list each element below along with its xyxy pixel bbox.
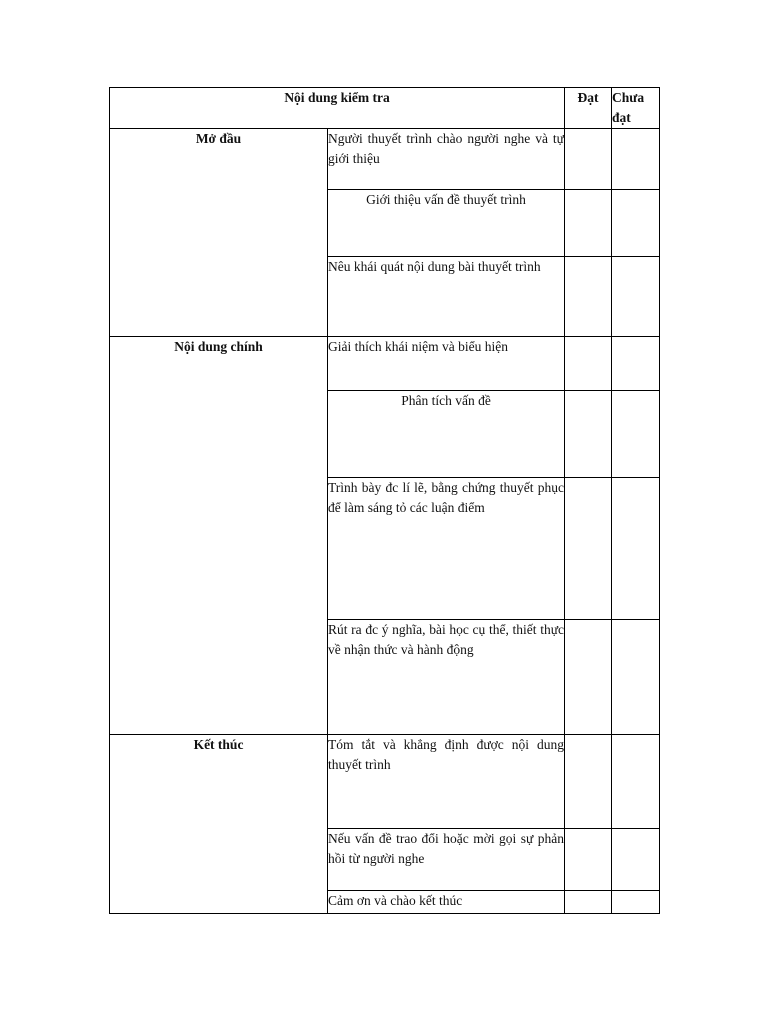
table-header-row xyxy=(110,88,660,129)
criterion-item: Phân tích vấn đề xyxy=(328,391,565,478)
section-title-opening: Mở đầu xyxy=(110,129,328,337)
fail-cell[interactable] xyxy=(612,891,660,914)
pass-cell[interactable] xyxy=(565,478,612,620)
pass-cell[interactable] xyxy=(565,829,612,891)
fail-cell[interactable] xyxy=(612,190,660,257)
pass-cell[interactable] xyxy=(565,735,612,829)
fail-cell[interactable] xyxy=(612,735,660,829)
header-pass: Đạt xyxy=(565,88,612,129)
pass-cell[interactable] xyxy=(565,337,612,391)
table-row xyxy=(110,337,660,391)
table-row xyxy=(110,735,660,829)
criterion-item: Nêu khái quát nội dung bài thuyết trình xyxy=(328,257,565,337)
criterion-item: Tóm tắt và khẳng định được nội dung thuyết trình xyxy=(328,735,565,829)
header-fail: Chưa đạt xyxy=(612,88,660,129)
fail-cell[interactable] xyxy=(612,478,660,620)
fail-cell[interactable] xyxy=(612,829,660,891)
pass-cell[interactable] xyxy=(565,190,612,257)
criterion-item: Cảm ơn và chào kết thúc xyxy=(328,891,565,914)
pass-cell[interactable] xyxy=(565,129,612,190)
criterion-item: Giải thích khái niệm và biểu hiện xyxy=(328,337,565,391)
fail-cell[interactable] xyxy=(612,129,660,190)
fail-cell[interactable] xyxy=(612,257,660,337)
pass-cell[interactable] xyxy=(565,620,612,735)
pass-cell[interactable] xyxy=(565,391,612,478)
fail-cell[interactable] xyxy=(612,337,660,391)
fail-cell[interactable] xyxy=(612,391,660,478)
section-title-closing: Kết thúc xyxy=(110,735,328,914)
fail-cell[interactable] xyxy=(612,620,660,735)
criterion-item: Người thuyết trình chào người nghe và tự giới thiệu xyxy=(328,129,565,190)
header-content: Nội dung kiểm tra xyxy=(110,88,565,129)
section-title-main: Nội dung chính xyxy=(110,337,328,735)
criterion-item: Rút ra đc ý nghĩa, bài học cụ thể, thiết thực về nhận thức và hành động xyxy=(328,620,565,735)
criterion-item: Trình bày đc lí lẽ, bằng chứng thuyết phục để làm sáng tỏ các luận điểm xyxy=(328,478,565,620)
table-row xyxy=(110,129,660,190)
criterion-item: Giới thiệu vấn đề thuyết trình xyxy=(328,190,565,257)
criterion-item: Nếu vấn đề trao đổi hoặc mời gọi sự phản hồi từ người nghe xyxy=(328,829,565,891)
pass-cell[interactable] xyxy=(565,257,612,337)
pass-cell[interactable] xyxy=(565,891,612,914)
evaluation-table xyxy=(109,87,660,914)
